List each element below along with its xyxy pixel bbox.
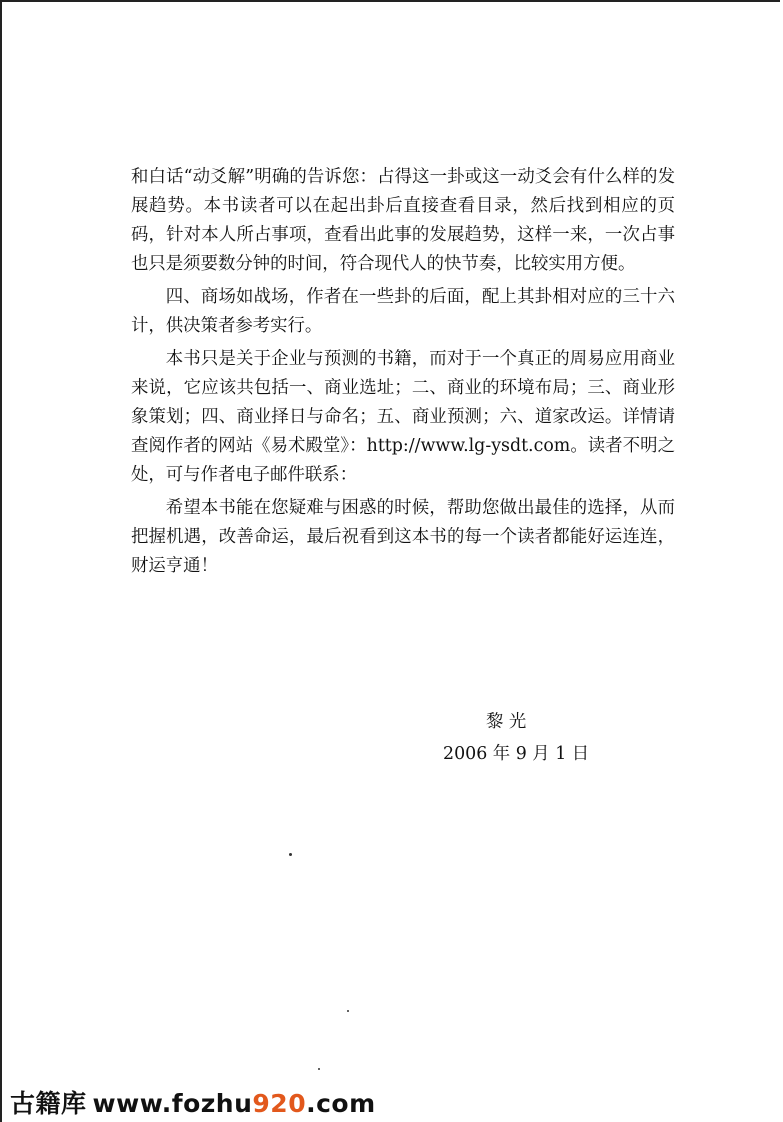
- signature-date: 2006 年 9 月 1 日: [443, 744, 590, 764]
- watermark-url-prefix: www.fozhu: [92, 1089, 253, 1118]
- scan-speck: [318, 1068, 320, 1070]
- paragraph-wishes: 希望本书能在您疑难与困惑的时候，帮助您做出最佳的选择，从而把握机遇，改善命运，最后祝看到这本书的每一个读者都能好运连连，财运亨通！: [131, 498, 675, 576]
- author-name: 黎 光: [486, 712, 527, 732]
- scan-speck: [347, 1010, 349, 1012]
- signature-block: [438, 706, 618, 770]
- paragraph-strategy: 四、商场如战场，作者在一些卦的后面，配上其卦相对应的三十六计，供决策者参考实行。: [131, 287, 675, 336]
- watermark-url-suffix: .com: [306, 1089, 376, 1118]
- paragraph-continuation: 和白话“动爻解”明确的告诉您：占得这一卦或这一动爻会有什么样的发展趋势。本书读者可以在起出卦后直接查看目录，然后找到相应的页码，针对本人所占事项，查看出此事的发展趋势，这样一来，一次占事也只是须要数分钟的时间，符合现代人的快节奏，比较实用方便。: [131, 167, 675, 274]
- site-watermark: [10, 1086, 376, 1122]
- left-border-line: [0, 0, 2, 1122]
- paragraph-scope: 本书只是关于企业与预测的书籍，而对于一个真正的周易应用商业来说，它应该共包括一、商业选址；二、商业的环境布局；三、商业形象策划；四、商业择日与命名；五、商业预测；六、道家改运。详情请查阅作者的网站《易术殿堂》：http://www.lg-ysdt.com。读者不明之处，可与作者电子邮件联系：: [131, 349, 675, 485]
- document-body: [131, 163, 675, 585]
- scan-speck: [289, 853, 292, 856]
- watermark-url-accent: 920: [252, 1089, 307, 1118]
- top-border-line: [0, 0, 780, 2]
- watermark-site-name: 古籍库: [10, 1089, 87, 1118]
